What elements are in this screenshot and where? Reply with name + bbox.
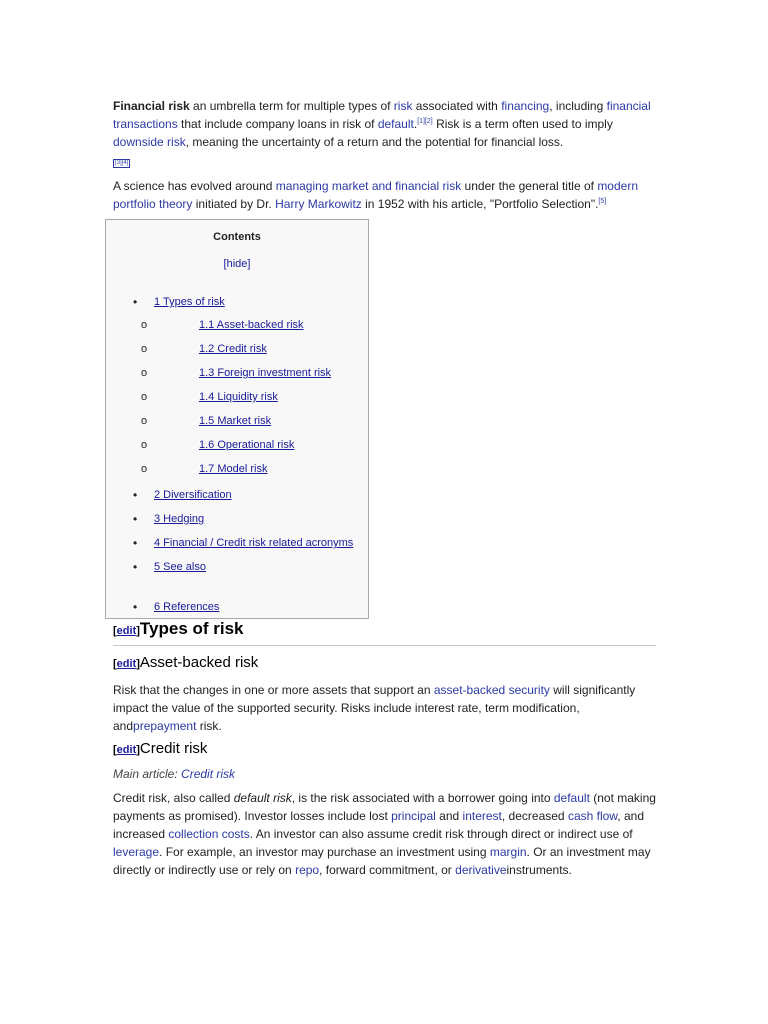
- bullet-circle-icon: o: [141, 343, 148, 355]
- main-article-credit-risk-link[interactable]: Credit risk: [181, 767, 236, 781]
- inline-link[interactable]: principal: [391, 809, 436, 823]
- section-heading-types-of-risk: [edit]Types of risk: [113, 619, 244, 638]
- text-run: (not making payments as promised). Investor losses include lost: [113, 791, 656, 823]
- toc-entry[interactable]: [154, 560, 206, 574]
- bullet-disc-icon: •: [133, 560, 138, 574]
- intro-text-1: [113, 97, 658, 169]
- toc-entry[interactable]: [199, 366, 331, 380]
- citation-ref[interactable]: [3][4]: [115, 160, 129, 166]
- inline-link[interactable]: financing: [501, 99, 550, 113]
- toc-title: Contents: [213, 231, 261, 243]
- text-run: initiated by Dr.: [192, 197, 276, 211]
- toc-link[interactable]: 2 Diversification: [154, 489, 232, 501]
- text-run: . An investor can also assume credit risk through direct or indirect use of: [249, 827, 633, 841]
- text-run: Risk that the changes in one or more assets that support an: [113, 683, 434, 697]
- bullet-disc-icon: •: [133, 536, 138, 550]
- heading-credit-risk: Credit risk: [139, 740, 208, 757]
- text-run: and: [435, 809, 463, 823]
- text-run: , and increased: [113, 809, 644, 841]
- intro-paragraph-2: [113, 177, 658, 213]
- heading-types-of-risk: Types of risk: [139, 619, 244, 638]
- intro-text-2: [113, 177, 658, 213]
- asset-backed-text: [113, 681, 658, 735]
- toc-entry[interactable]: [199, 318, 304, 332]
- citation-ref[interactable]: [1][2]: [417, 118, 433, 125]
- text-run: , forward commitment, or: [319, 863, 456, 877]
- inline-link[interactable]: managing market and financial risk: [275, 179, 462, 193]
- toc-entry[interactable]: [154, 512, 204, 526]
- toc-link[interactable]: 4 Financial / Credit risk related acronyms: [154, 537, 354, 549]
- bullet-disc-icon: •: [133, 512, 138, 526]
- inline-link[interactable]: leverage: [113, 845, 160, 859]
- inline-link[interactable]: risk: [393, 99, 413, 113]
- text-run: will significantly impact the value of the supported security. Risks include interest rate, term modification, and: [113, 683, 636, 733]
- toc-link[interactable]: 1.1 Asset-backed risk: [199, 319, 304, 331]
- text-run: Risk is a term often used to imply: [432, 117, 613, 131]
- toc-entry[interactable]: [199, 462, 267, 476]
- heading-divider: [113, 645, 656, 646]
- bullet-disc-icon: •: [133, 295, 138, 309]
- text-run: A science has evolved around: [113, 179, 276, 193]
- inline-link[interactable]: asset-backed security: [433, 683, 550, 697]
- asset-backed-paragraph: [113, 681, 658, 735]
- text-run: .: [413, 117, 418, 131]
- text-run: associated with: [412, 99, 502, 113]
- toc-entry[interactable]: [199, 390, 278, 404]
- inline-link[interactable]: derivative: [455, 863, 507, 877]
- citation-ref[interactable]: [5]: [598, 198, 607, 205]
- bullet-circle-icon: o: [141, 367, 148, 379]
- toc-link[interactable]: 6 References: [154, 601, 220, 613]
- credit-risk-text: [113, 789, 658, 879]
- inline-link[interactable]: default: [377, 117, 414, 131]
- section-heading-asset-backed: [edit]Asset-backed risk: [113, 654, 259, 671]
- text-run: under the general title of: [461, 179, 598, 193]
- text-run: . For example, an investor may purchase an investment using: [159, 845, 490, 859]
- edit-link-asset-backed[interactable]: edit: [116, 658, 137, 670]
- bold-term: Financial risk: [113, 99, 190, 113]
- bullet-circle-icon: o: [141, 319, 148, 331]
- text-run: Credit risk, also called: [113, 791, 234, 805]
- inline-link[interactable]: financial transactions: [113, 99, 651, 131]
- table-of-contents: [105, 219, 369, 619]
- credit-main-article: [113, 765, 658, 783]
- toc-entry[interactable]: [154, 295, 225, 309]
- credit-risk-paragraph: [113, 789, 658, 879]
- toc-link[interactable]: 1.7 Model risk: [199, 463, 268, 475]
- section-heading-credit: [edit]Credit risk: [113, 740, 208, 757]
- bullet-circle-icon: o: [141, 415, 148, 427]
- inline-link[interactable]: margin: [489, 845, 527, 859]
- inline-link[interactable]: default: [553, 791, 590, 805]
- italic-term: default risk: [233, 791, 292, 805]
- text-run: . Or an investment may directly or indirectly use or rely on: [113, 845, 651, 877]
- inline-link[interactable]: collection costs: [168, 827, 250, 841]
- toc-link[interactable]: 1.4 Liquidity risk: [199, 391, 278, 403]
- toc-link[interactable]: 1 Types of risk: [154, 296, 225, 308]
- text-run: risk.: [196, 719, 222, 733]
- text-run: that include company loans in risk of: [177, 117, 378, 131]
- toc-link[interactable]: 1.6 Operational risk: [199, 439, 295, 451]
- toc-entry[interactable]: [154, 536, 353, 550]
- bullet-circle-icon: o: [141, 463, 148, 475]
- toc-entry[interactable]: [154, 600, 219, 614]
- bullet-disc-icon: •: [133, 600, 138, 614]
- main-article-prefix: Main article:: [113, 767, 182, 781]
- toc-hide-link[interactable]: [hide]: [223, 258, 251, 270]
- heading-asset-backed-risk: Asset-backed risk: [139, 654, 259, 671]
- toc-link[interactable]: 1.2 Credit risk: [199, 343, 267, 355]
- text-run: , including: [549, 99, 607, 113]
- edit-link-credit[interactable]: edit: [116, 744, 137, 756]
- text-run: , meaning the uncertainty of a return and the potential for financial loss.: [185, 135, 564, 149]
- inline-link[interactable]: Harry Markowitz: [275, 197, 362, 211]
- inline-link[interactable]: prepayment: [133, 719, 197, 733]
- toc-entry[interactable]: [199, 342, 267, 356]
- bullet-circle-icon: o: [141, 391, 148, 403]
- inline-link[interactable]: interest: [462, 809, 502, 823]
- text-run: instruments.: [506, 863, 572, 877]
- inline-link[interactable]: downside risk: [113, 135, 186, 149]
- text-run: an umbrella term for multiple types of: [189, 99, 394, 113]
- text-run: , decreased: [501, 809, 568, 823]
- intro-paragraph-1: [113, 97, 658, 169]
- inline-link[interactable]: repo: [295, 863, 320, 877]
- toc-link[interactable]: 1.3 Foreign investment risk: [199, 367, 332, 379]
- edit-link-types[interactable]: edit: [116, 625, 137, 637]
- inline-link[interactable]: cash flow: [567, 809, 618, 823]
- toc-hide-toggle[interactable]: [106, 255, 368, 273]
- toc-entry[interactable]: [154, 488, 232, 502]
- bullet-circle-icon: o: [141, 439, 148, 451]
- bullet-disc-icon: •: [133, 488, 138, 502]
- text-run: in 1952 with his article, "Portfolio Selection".: [361, 197, 599, 211]
- toc-entry[interactable]: [199, 438, 294, 452]
- toc-link[interactable]: 5 See also: [154, 561, 206, 573]
- text-run: , is the risk associated with a borrower going into: [291, 791, 554, 805]
- toc-entry[interactable]: [199, 414, 271, 428]
- inline-link[interactable]: modern portfolio theory: [113, 179, 638, 211]
- toc-link[interactable]: 1.5 Market risk: [199, 415, 272, 427]
- toc-link[interactable]: 3 Hedging: [154, 513, 205, 525]
